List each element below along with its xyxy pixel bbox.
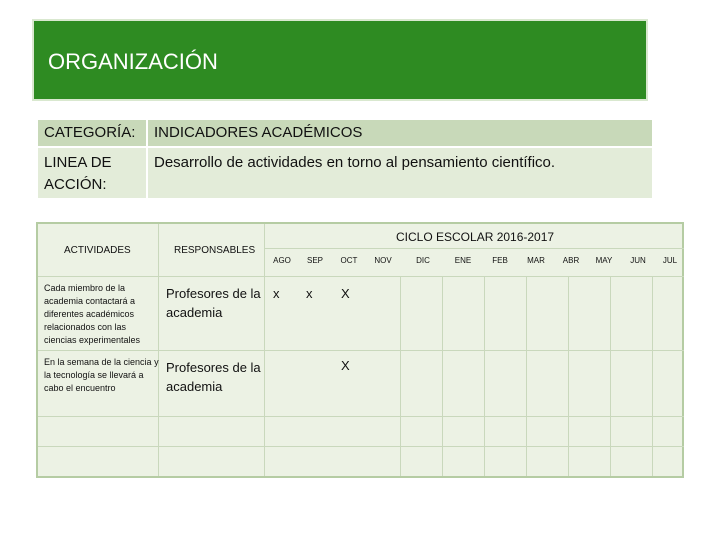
title-banner bbox=[32, 19, 648, 101]
action-line-value: Desarrollo de actividades en torno al pensamiento científico. bbox=[147, 147, 653, 199]
month-jun: JUN bbox=[630, 256, 646, 265]
month-may: MAY bbox=[595, 256, 613, 265]
mark-row1-sep: x bbox=[306, 286, 313, 301]
month-mar: MAR bbox=[527, 256, 545, 265]
responsible-header: RESPONSABLES bbox=[174, 245, 256, 256]
category-row bbox=[36, 118, 654, 148]
action-line-label: LINEA DE ACCIÓN: bbox=[37, 147, 147, 199]
month-feb: FEB bbox=[492, 256, 508, 265]
responsible-cell-2: Profesores de la academia bbox=[166, 360, 261, 394]
responsible-cell-1: Profesores de la academia bbox=[166, 286, 261, 320]
mark-row1-oct: X bbox=[341, 286, 350, 301]
action-line-row bbox=[36, 146, 654, 200]
category-label: CATEGORÍA: bbox=[37, 119, 147, 147]
activities-header: ACTIVIDADES bbox=[64, 245, 131, 256]
month-sep: SEP bbox=[306, 256, 323, 265]
month-oct: OCT bbox=[340, 256, 358, 265]
month-ene: ENE bbox=[454, 256, 472, 265]
mark-row2-oct: X bbox=[341, 358, 350, 373]
month-ago: AGO bbox=[273, 256, 291, 265]
activity-cell-2: En la semana de la ciencia y la tecnología se llevará a cabo el encuentro bbox=[44, 357, 159, 393]
month-dic: DIC bbox=[416, 256, 430, 265]
month-abr: ABR bbox=[562, 256, 580, 265]
school-cycle-header: CICLO ESCOLAR 2016-2017 bbox=[396, 230, 555, 244]
schedule-table bbox=[36, 222, 684, 478]
category-value: INDICADORES ACADÉMICOS bbox=[147, 119, 653, 147]
activity-cell-1: Cada miembro de la academia contactará a diferentes académicos relacionados con las ciencias experimentales bbox=[44, 283, 141, 345]
page-title: ORGANIZACIÓN bbox=[48, 49, 218, 74]
month-jul: JUL bbox=[662, 256, 678, 265]
mark-row1-ago: x bbox=[273, 286, 280, 301]
month-nov: NOV bbox=[374, 256, 392, 265]
